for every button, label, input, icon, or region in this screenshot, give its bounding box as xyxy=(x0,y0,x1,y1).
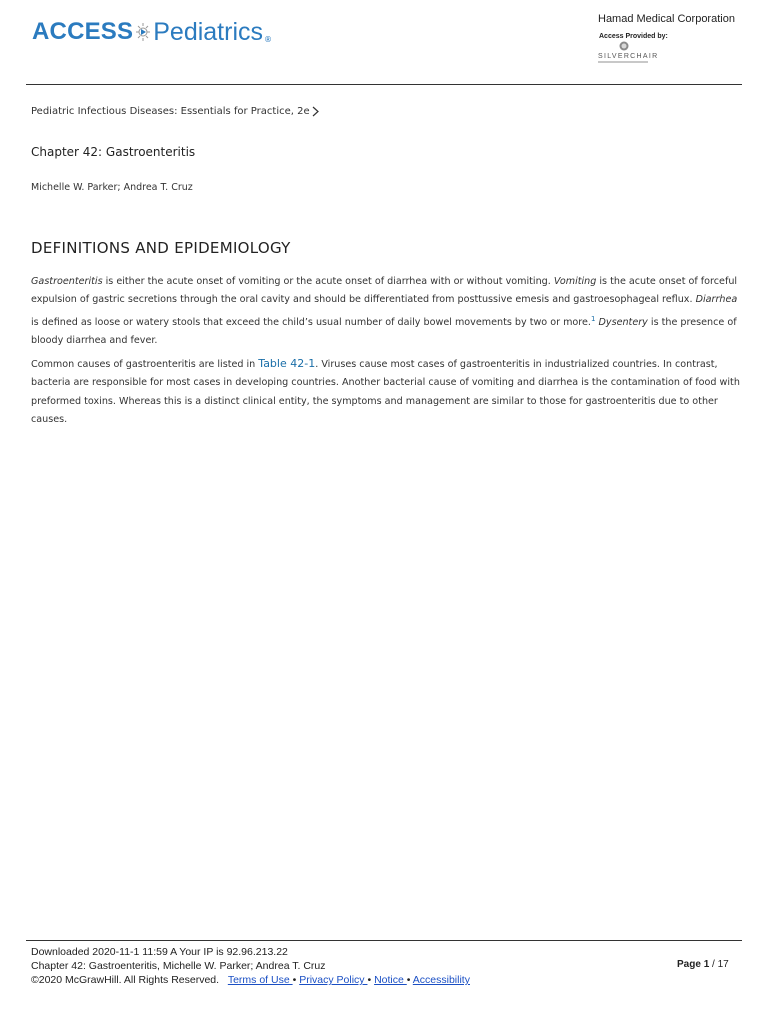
silverchair-tagline-bar xyxy=(598,61,648,63)
breadcrumb-book-link[interactable]: Pediatric Infectious Diseases: Essentials for Practice, 2e xyxy=(31,106,310,117)
page-indicator xyxy=(677,959,729,970)
chapter-title: Chapter 42: Gastroenteritis xyxy=(31,145,196,159)
access-provided-label: Access Provided by: xyxy=(599,33,668,40)
text-run: is the presence of bloody diarrhea and fever. xyxy=(31,316,737,347)
terms-of-use-link[interactable]: Terms of Use xyxy=(227,974,293,986)
institution-name: Hamad Medical Corporation xyxy=(598,13,735,25)
access-pediatrics-logo[interactable] xyxy=(32,10,272,54)
privacy-policy-link[interactable]: Privacy Policy xyxy=(299,974,368,986)
text-run: is either the acute onset of vomiting or the acute onset of diarrhea with or without vomiting. xyxy=(102,276,554,287)
page-total: 17 xyxy=(717,959,729,970)
footer-divider xyxy=(26,940,742,941)
header-divider xyxy=(26,84,742,85)
term-vomiting: Vomiting xyxy=(553,276,597,287)
paragraph-definitions xyxy=(31,273,741,350)
text-run: is defined as loose or watery stools that exceed the child’s usual number of daily bowel movements by two or more. xyxy=(31,316,591,328)
page-current: 1 xyxy=(703,959,710,970)
silverchair-logo-text: SILVERCHAIR xyxy=(598,53,659,60)
logo-pediatrics-text: Pediatrics xyxy=(153,17,263,46)
logo-burst-icon xyxy=(134,21,152,43)
page-label: Page xyxy=(677,959,704,970)
section-heading: DEFINITIONS AND EPIDEMIOLOGY xyxy=(31,239,291,257)
silverchair-mark-icon xyxy=(619,41,629,51)
text-run: Common causes of gastroenteritis are listed in xyxy=(31,359,259,370)
separator-bullet: • xyxy=(292,974,297,986)
page-separator: / xyxy=(709,959,718,970)
term-gastroenteritis: Gastroenteritis xyxy=(31,276,103,287)
paragraph-causes xyxy=(31,355,741,429)
copyright-line xyxy=(31,973,470,987)
reference-link[interactable]: 1 xyxy=(590,314,596,323)
chapter-authors: Michelle W. Parker; Andrea T. Cruz xyxy=(31,182,193,193)
chevron-right-icon xyxy=(312,106,319,117)
citation: Chapter 42: Gastroenteritis, Michelle W. Parker; Andrea T. Cruz xyxy=(31,960,326,972)
text-run: . Viruses cause most cases of gastroenteritis in industrialized countries. In contrast, bacteria are responsible for most cases in developing countries. Another bacterial cause of vomiting and diarrhea is the contamination of food with preformed toxins. Whereas this is a distinct clinical entity, the symptoms and management are similar to those for gastroenteritis due to other causes. xyxy=(31,359,740,425)
term-diarrhea: Diarrhea xyxy=(695,294,738,306)
text-run: is the acute onset of forceful expulsion of gastric secretions through the oral cavity and should be differentiated from posttussive emesis and gastroesophageal reflux. xyxy=(31,276,738,306)
breadcrumb[interactable] xyxy=(31,106,319,117)
separator-bullet: • xyxy=(406,974,411,986)
logo-access-text: ACCESS xyxy=(32,18,134,45)
table-link[interactable]: Table 42-1 xyxy=(258,357,316,370)
notice-link[interactable]: Notice xyxy=(374,974,407,986)
accessibility-link[interactable]: Accessibility xyxy=(412,974,470,986)
copyright: ©2020 McGrawHill. All Rights Reserved. xyxy=(31,974,220,986)
term-dysentery: Dysentery xyxy=(598,316,648,328)
separator-bullet: • xyxy=(367,974,372,986)
footer xyxy=(31,945,470,987)
logo-registered-mark: ® xyxy=(264,35,272,44)
download-info: Downloaded 2020-11-1 11:59 A Your IP is 92.96.213.22 xyxy=(31,946,288,958)
